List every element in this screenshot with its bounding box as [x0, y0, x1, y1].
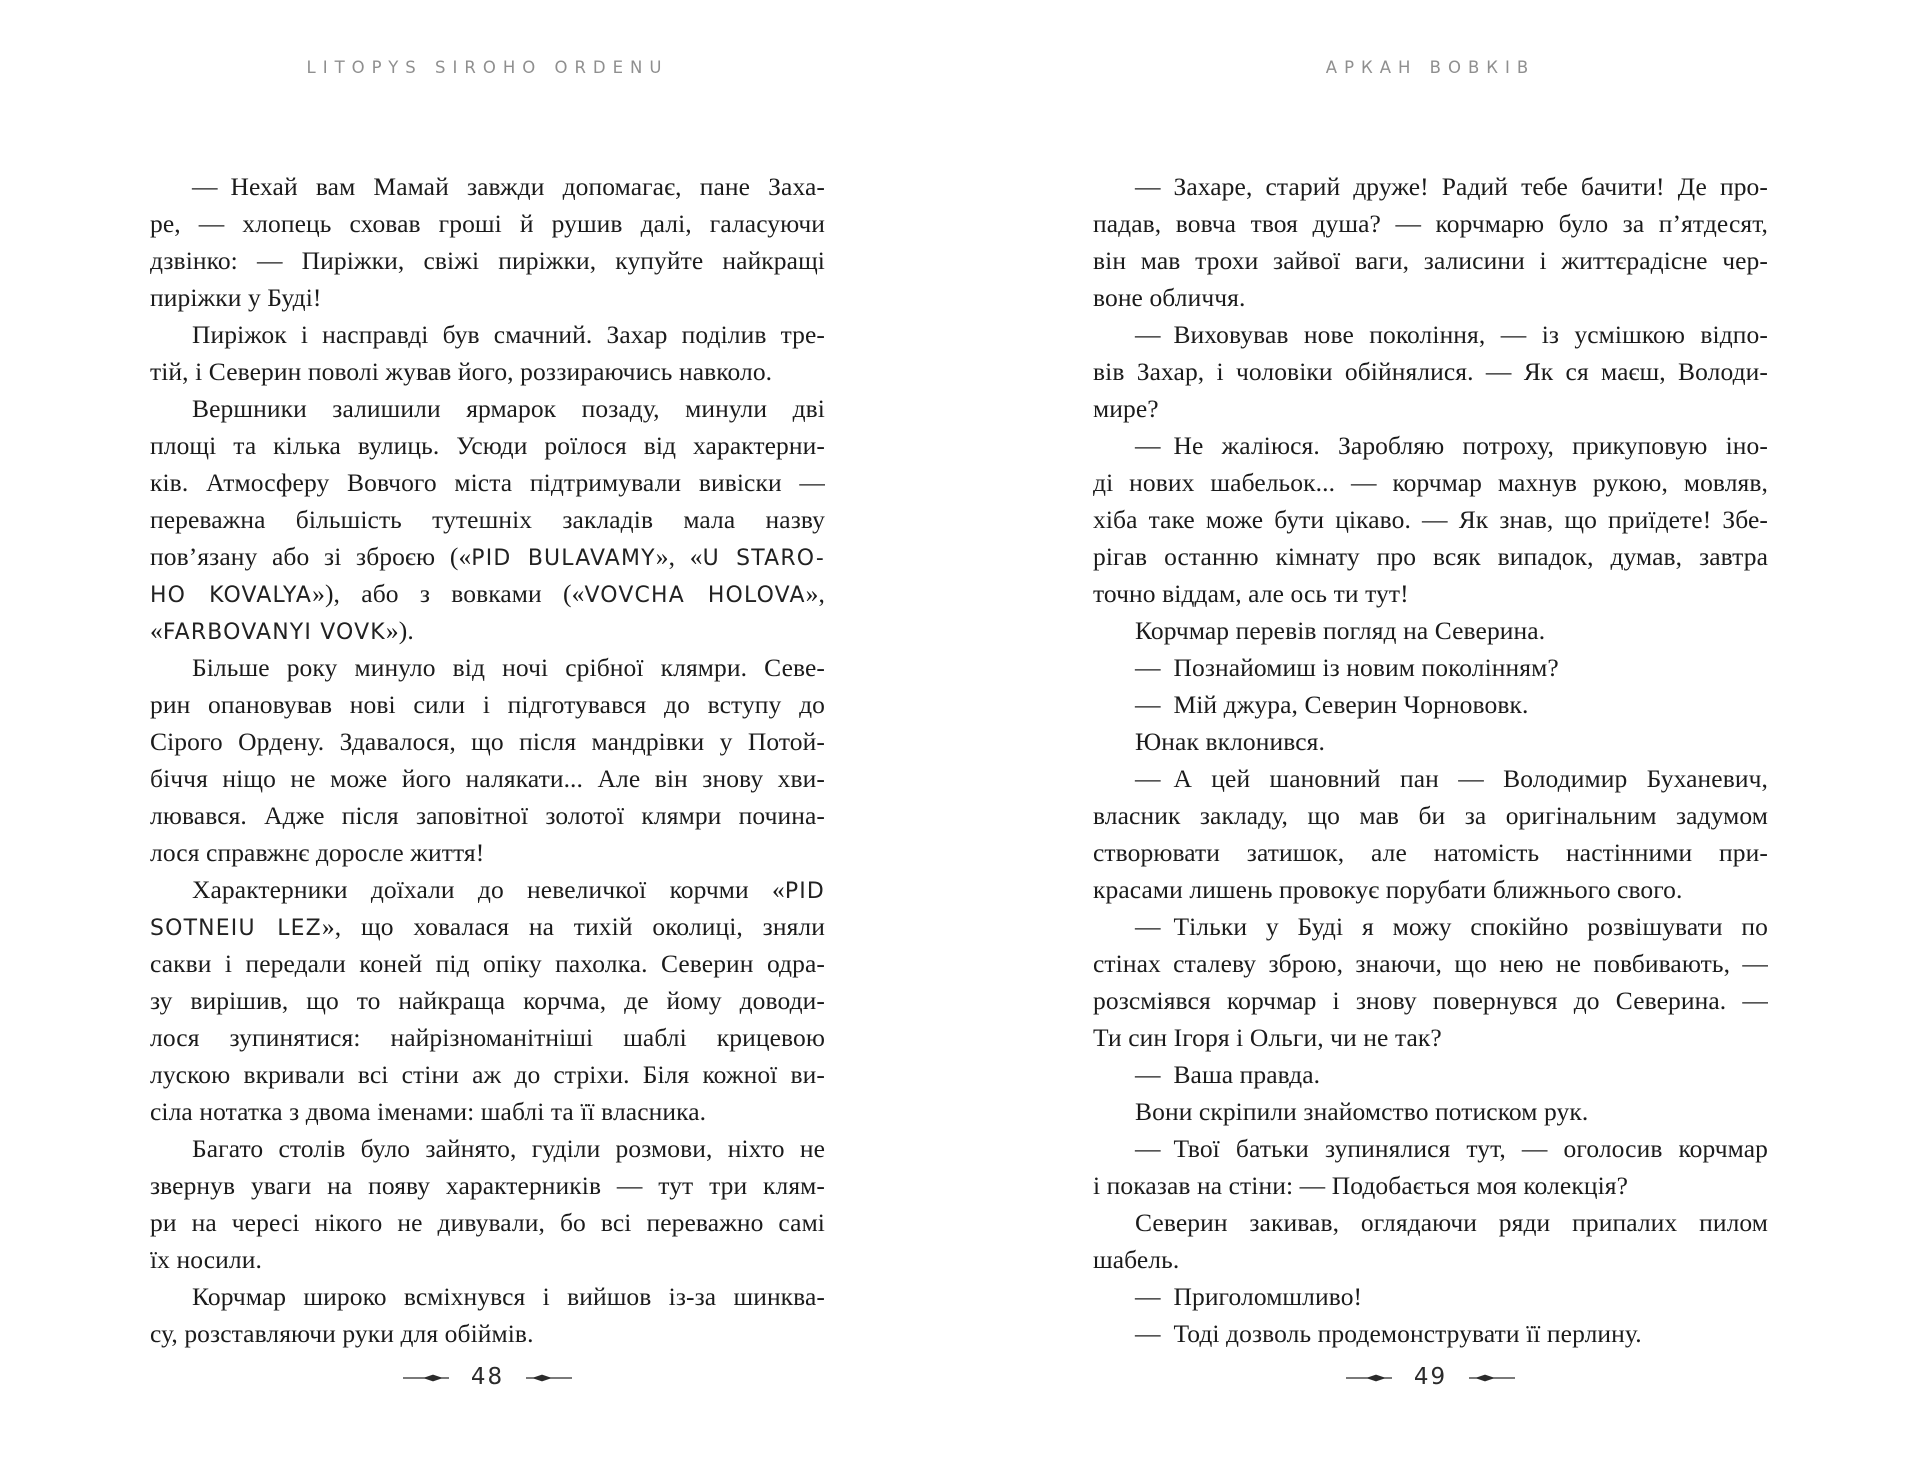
- page-ornament-right-icon: [526, 1373, 572, 1383]
- stylized-latin-text: PID: [784, 879, 825, 904]
- text-line: мире?: [1093, 394, 1159, 423]
- text-line: — Познайомиш із новим поколінням?: [1135, 653, 1559, 682]
- stylized-latin-text: SOTNEIU LEZ: [150, 916, 322, 941]
- text-line: дзвінко: — Пиріжки, свіжі пиріжки, купуйте найкращі: [150, 246, 825, 275]
- text-line: воне обличчя.: [1093, 283, 1246, 312]
- paragraph: [1093, 316, 1768, 427]
- text-line: лося справжнє доросле життя!: [150, 838, 485, 867]
- text-line: «FARBOVANYI VOVK»).: [150, 616, 414, 645]
- paragraph: [150, 316, 825, 390]
- text-line: — Тільки у Буді я можу спокійно розвішувати по: [1135, 912, 1768, 941]
- text-line: зу вирішив, що то найкраща корчма, де йому доводи-: [150, 986, 825, 1015]
- text-line: рин опановував нові сили і підготувався до вступу до: [150, 690, 825, 719]
- text-line: Вони скріпили знайомство потиском рук.: [1135, 1097, 1589, 1126]
- text-line: шабель.: [1093, 1245, 1180, 1274]
- paragraph: [1093, 649, 1768, 686]
- paragraph: [150, 871, 825, 1130]
- pagination: [150, 1366, 825, 1389]
- text-line: Більше року минуло від ночі срібної клямри. Севе-: [192, 653, 825, 682]
- text-line: падав, вовча твоя душа? — корчмарю було за п’ятдесят,: [1093, 209, 1768, 238]
- paragraph: [1093, 908, 1768, 1056]
- text-line: — Тоді дозволь продемонструвати її перлину.: [1135, 1319, 1642, 1348]
- paragraph: [1093, 1056, 1768, 1093]
- text-line: точно віддам, але ось ти тут!: [1093, 579, 1409, 608]
- text-line: ків. Атмосферу Вовчого міста підтримували вивіски —: [150, 468, 825, 497]
- text-line: ри на чересі нікого не дивували, бо всі переважно самі: [150, 1208, 825, 1237]
- text-line: Корчмар перевів погляд на Северина.: [1135, 616, 1546, 645]
- text-line: Сірого Ордену. Здавалося, що після мандрівки у Потой-: [150, 727, 825, 756]
- paragraph: [1093, 427, 1768, 612]
- text-line: — Твої батьки зупинялися тут, — оголосив корчмар: [1135, 1134, 1768, 1163]
- paragraph: [1093, 723, 1768, 760]
- paragraph: [1093, 612, 1768, 649]
- paragraph: [1093, 760, 1768, 908]
- paragraph: [1093, 168, 1768, 316]
- page-number: 48: [470, 1364, 505, 1390]
- text-line: створювати затишок, але натомість настінними при-: [1093, 838, 1768, 867]
- text-line: пов’язану або зі зброєю («PID BULAVAMY», «U STARO-: [150, 542, 825, 571]
- text-line: ре, — хлопець сховав гроші й рушив далі, галасуючи: [150, 209, 825, 238]
- text-line: SOTNEIU LEZ», що ховалася на тихій околиці, зняли: [150, 912, 825, 941]
- text-line: біччя ніщо не може його налякати... Але він знову хви-: [150, 764, 825, 793]
- text-line: їх носили.: [150, 1245, 262, 1274]
- running-header-right: АРКАН ВОВКІВ: [1325, 58, 1536, 77]
- text-line: — А цей шановний пан — Володимир Буханевич,: [1135, 764, 1768, 793]
- page-body-text: [1093, 168, 1768, 1352]
- running-header-left: LITOPYS SIROHO ORDENU: [306, 58, 669, 77]
- text-line: красами лишень провокує порубати ближнього свого.: [1093, 875, 1683, 904]
- paragraph: [150, 1130, 825, 1278]
- text-line: Багато столів було зайнято, гуділи розмови, ніхто не: [192, 1134, 825, 1163]
- text-line: — Мій джура, Северин Чорнововк.: [1135, 690, 1529, 719]
- page-ornament-left-icon: [1346, 1373, 1392, 1383]
- text-line: хіба таке може бути цікаво. — Як знав, що приїдете! Збе-: [1093, 505, 1768, 534]
- pagination: [1093, 1366, 1768, 1389]
- text-line: лювався. Адже після заповітної золотої клямри почина-: [150, 801, 825, 830]
- text-line: Северин закивав, оглядаючи ряди припалих пилом: [1135, 1208, 1768, 1237]
- text-line: переважна більшість тутешніх закладів мала назву: [150, 505, 825, 534]
- paragraph: [1093, 1204, 1768, 1278]
- text-line: і показав на стіни: — Подобається моя колекція?: [1093, 1171, 1629, 1200]
- page-left: [150, 0, 825, 1477]
- text-line: Пиріжок і насправді був смачний. Захар поділив тре-: [192, 320, 825, 349]
- text-line: сіла нотатка з двома іменами: шаблі та її власника.: [150, 1097, 707, 1126]
- paragraph: [1093, 1278, 1768, 1315]
- text-line: ді нових шабельок... — корчмар махнув рукою, мовляв,: [1093, 468, 1768, 497]
- page-ornament-right-icon: [1469, 1373, 1515, 1383]
- text-line: рігав останню кімнату про всяк випадок, думав, завтра: [1093, 542, 1768, 571]
- text-line: су, розставляючи руки для обіймів.: [150, 1319, 534, 1348]
- text-line: звернув уваги на появу характерників — тут три клям-: [150, 1171, 825, 1200]
- paragraph: [1093, 686, 1768, 723]
- text-line: HO KOVALYA»), або з вовками («VOVCHA HOLOVA»,: [150, 579, 825, 608]
- paragraph: [1093, 1093, 1768, 1130]
- text-line: він мав трохи зайвої ваги, залисини і життєрадісне чер-: [1093, 246, 1768, 275]
- text-line: лося зупинятися: найрізноманітніші шаблі крицевою: [150, 1023, 825, 1052]
- page-right: [1093, 0, 1768, 1477]
- text-line: Ти син Ігоря і Ольги, чи не так?: [1093, 1023, 1442, 1052]
- text-line: стінах сталеву зброю, знаючи, що нею не повбивають, —: [1093, 949, 1768, 978]
- paragraph: [150, 390, 825, 649]
- text-line: — Ваша правда.: [1135, 1060, 1321, 1089]
- stylized-latin-text: U STARO-: [702, 546, 825, 571]
- stylized-latin-text: PID BULAVAMY: [471, 546, 656, 571]
- paragraph: [1093, 1315, 1768, 1352]
- text-line: — Нехай вам Мамай завжди допомагає, пане Заха-: [192, 172, 825, 201]
- paragraph: [150, 1278, 825, 1352]
- text-line: сакви і передали коней під опіку пахолка. Северин одра-: [150, 949, 825, 978]
- text-line: — Захаре, старий друже! Радий тебе бачити! Де про-: [1135, 172, 1768, 201]
- stylized-latin-text: FARBOVANYI VOVK: [162, 620, 386, 645]
- paragraph: [150, 168, 825, 316]
- text-line: Характерники доїхали до невеличкої корчми «PID: [192, 875, 825, 904]
- text-line: Юнак вклонився.: [1135, 727, 1325, 756]
- text-line: Вершники залишили ярмарок позаду, минули дві: [192, 394, 825, 423]
- text-line: площі та кілька вулиць. Усюди роїлося від характерни-: [150, 431, 825, 460]
- text-line: лускою вкривали всі стіни аж до стріхи. Біля кожної ви-: [150, 1060, 825, 1089]
- text-line: пиріжки у Буді!: [150, 283, 322, 312]
- paragraph: [1093, 1130, 1768, 1204]
- page-number: 49: [1413, 1364, 1448, 1390]
- text-line: власник закладу, що мав би за оригінальним задумом: [1093, 801, 1768, 830]
- text-line: вів Захар, і чоловіки обійнялися. — Як ся маєш, Володи-: [1093, 357, 1768, 386]
- text-line: — Не жаліюся. Заробляю потроху, прикуповую іно-: [1135, 431, 1768, 460]
- text-line: — Приголомшливо!: [1135, 1282, 1363, 1311]
- paragraph: [150, 649, 825, 871]
- page-ornament-left-icon: [403, 1373, 449, 1383]
- text-line: розсміявся корчмар і знову повернувся до Северина. —: [1093, 986, 1768, 1015]
- text-line: — Виховував нове покоління, — із усмішкою відпо-: [1135, 320, 1768, 349]
- page-body-text: [150, 168, 825, 1352]
- stylized-latin-text: VOVCHA HOLOVA: [584, 583, 806, 608]
- stylized-latin-text: HO KOVALYA: [150, 583, 313, 608]
- text-line: тій, і Северин поволі жував його, роззираючись навколо.: [150, 357, 773, 386]
- text-line: Корчмар широко всміхнувся і вийшов із-за шинква-: [192, 1282, 825, 1311]
